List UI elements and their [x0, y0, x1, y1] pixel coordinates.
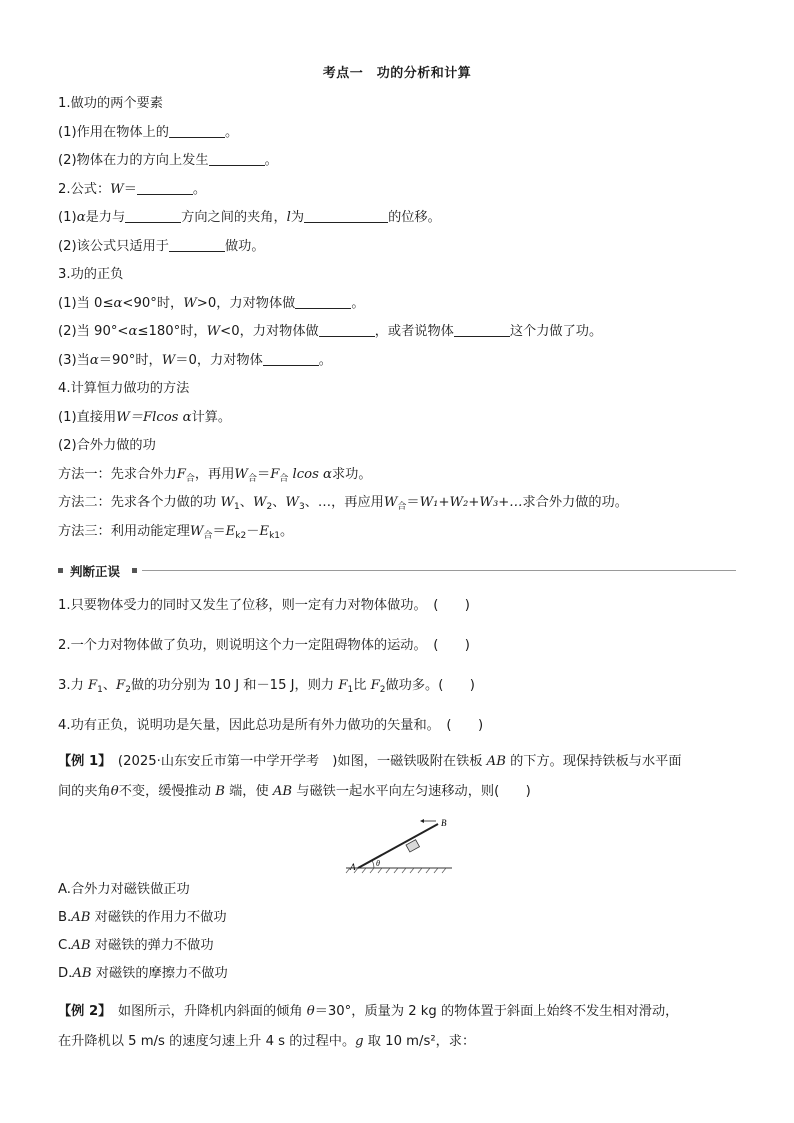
judge-section-label: 判断正误: [70, 564, 121, 579]
ground-hatch: [346, 868, 446, 873]
answer-paren[interactable]: ( ): [433, 598, 470, 613]
judge-item: 4.功有正负，说明功是矢量，因此总功是所有外力做功的矢量和。 ( ): [58, 718, 484, 733]
s2-line-1: (1)α是力与 方向之间的夹角，l为 的位移。: [58, 210, 441, 225]
example-2-line-2: 在升降机以 5 m/s 的速度匀速上升 4 s 的过程中。g 取 10 m/s²，求：: [58, 1034, 476, 1049]
s3-line-3: (3)当α＝90°时，W＝0，力对物体 。: [58, 352, 332, 368]
fill-blank: [209, 151, 265, 166]
example-2: [58, 1002, 748, 1062]
label-a: A: [350, 862, 356, 872]
s4-line-2: (2)合外力做的功: [58, 438, 156, 453]
example-2-line-1: 【例 2】 如图所示，升降机内斜面的倾角 θ＝30°，质量为 2 kg 的物体置于斜面上始终不发生相对滑动，: [58, 1004, 679, 1019]
iron-plate-ab: [358, 824, 438, 868]
s1-line-1: (1)作用在物体上的 。: [58, 124, 239, 140]
method-2: 方法二：先求各个力做的功 $W_1$、$W_2$、$W_3$、…，再应用$W_合=W_1+W_2+W_3+\dots$求合外力做的功。: [58, 495, 628, 512]
label-theta: θ: [376, 859, 380, 868]
angle-arc: [372, 861, 374, 868]
option-a[interactable]: A.合外力对磁铁做正功: [58, 882, 190, 897]
example-1: [58, 752, 748, 812]
knowledge-section: [58, 94, 748, 550]
example-1-options: [58, 880, 228, 992]
example-1-line-2: 间的夹角θ不变，缓慢推动 B 端，使 AB 与磁铁一起水平向左匀速移动，则( ): [58, 784, 531, 799]
judge-item: 3.力 $F_1$、$F_2$做的功分别为 10 J 和－15 J，则力 $F_1$比 $F_2$做功多。( ): [58, 678, 475, 695]
judge-item: 2.一个力对物体做了负功，则说明这个力一定阻碍物体的运动。 ( ): [58, 638, 470, 653]
method-1: 方法一：先求合外力$F_合$，再用$W_合=F_合$ lcos α求功。: [58, 466, 372, 484]
divider: [142, 570, 736, 571]
fill-blank: [169, 237, 225, 252]
answer-paren[interactable]: ( ): [438, 678, 475, 693]
answer-paren[interactable]: ( ): [433, 638, 470, 653]
judge-item: 1.只要物体受力的同时又发生了位移，则一定有力对物体做功。 ( ): [58, 598, 470, 613]
judge-section-header: [58, 562, 736, 580]
bullet-square-icon: [58, 568, 63, 573]
example-tag: 【例 2】: [58, 1004, 105, 1019]
fill-blank: [319, 322, 375, 337]
fill-blank: [137, 180, 193, 195]
s1-line-2: (2)物体在力的方向上发生 。: [58, 153, 278, 168]
answer-paren[interactable]: ( ): [446, 718, 484, 733]
incline-magnet-diagram: [340, 812, 460, 876]
option-b[interactable]: B.AB 对磁铁的作用力不做功: [58, 910, 227, 925]
bullet-square-icon: [132, 568, 137, 573]
heading-1: 1.做功的两个要素: [58, 96, 163, 111]
fill-blank: [295, 294, 351, 309]
example-source: (2025·山东安丘市第一中学开学考 ): [117, 754, 338, 769]
heading-4: 4.计算恒力做功的方法: [58, 381, 190, 396]
option-d[interactable]: D.AB 对磁铁的摩擦力不做功: [58, 966, 228, 981]
label-b: B: [441, 818, 447, 828]
fill-blank: [454, 322, 510, 337]
example-1-line-1: 【例 1】 (2025·山东安丘市第一中学开学考 )如图，一磁铁吸附在铁板 AB 的下方。现保持铁板与水平面: [58, 754, 682, 769]
fill-blank: [304, 208, 388, 223]
fill-blank: [169, 123, 225, 138]
s2-line-2: (2)该公式只适用于 做功。: [58, 238, 265, 254]
heading-3: 3.功的正负: [58, 267, 124, 282]
method-3: 方法三：利用动能定理$W_合=E_{k2}-E_{k1}$。: [58, 523, 294, 541]
heading-2: 2.公式：W＝ 。: [58, 181, 207, 197]
fill-blank: [125, 208, 181, 223]
arrow-left-icon: [420, 819, 424, 823]
s3-line-2: (2)当 90°<α≤180°时，W<0，力对物体做 ，或者说物体 这个力做了功。: [58, 324, 603, 339]
s4-line-1: (1)直接用W＝Flcos α计算。: [58, 409, 232, 425]
page-title: 考点一 功的分析和计算: [322, 66, 472, 81]
judge-questions: [58, 596, 748, 756]
s3-line-1: (1)当 0≤α<90°时，W>0，力对物体做 。: [58, 295, 365, 311]
fill-blank: [263, 351, 319, 366]
option-c[interactable]: C.AB 对磁铁的弹力不做功: [58, 938, 214, 953]
example-tag: 【例 1】: [58, 754, 105, 769]
